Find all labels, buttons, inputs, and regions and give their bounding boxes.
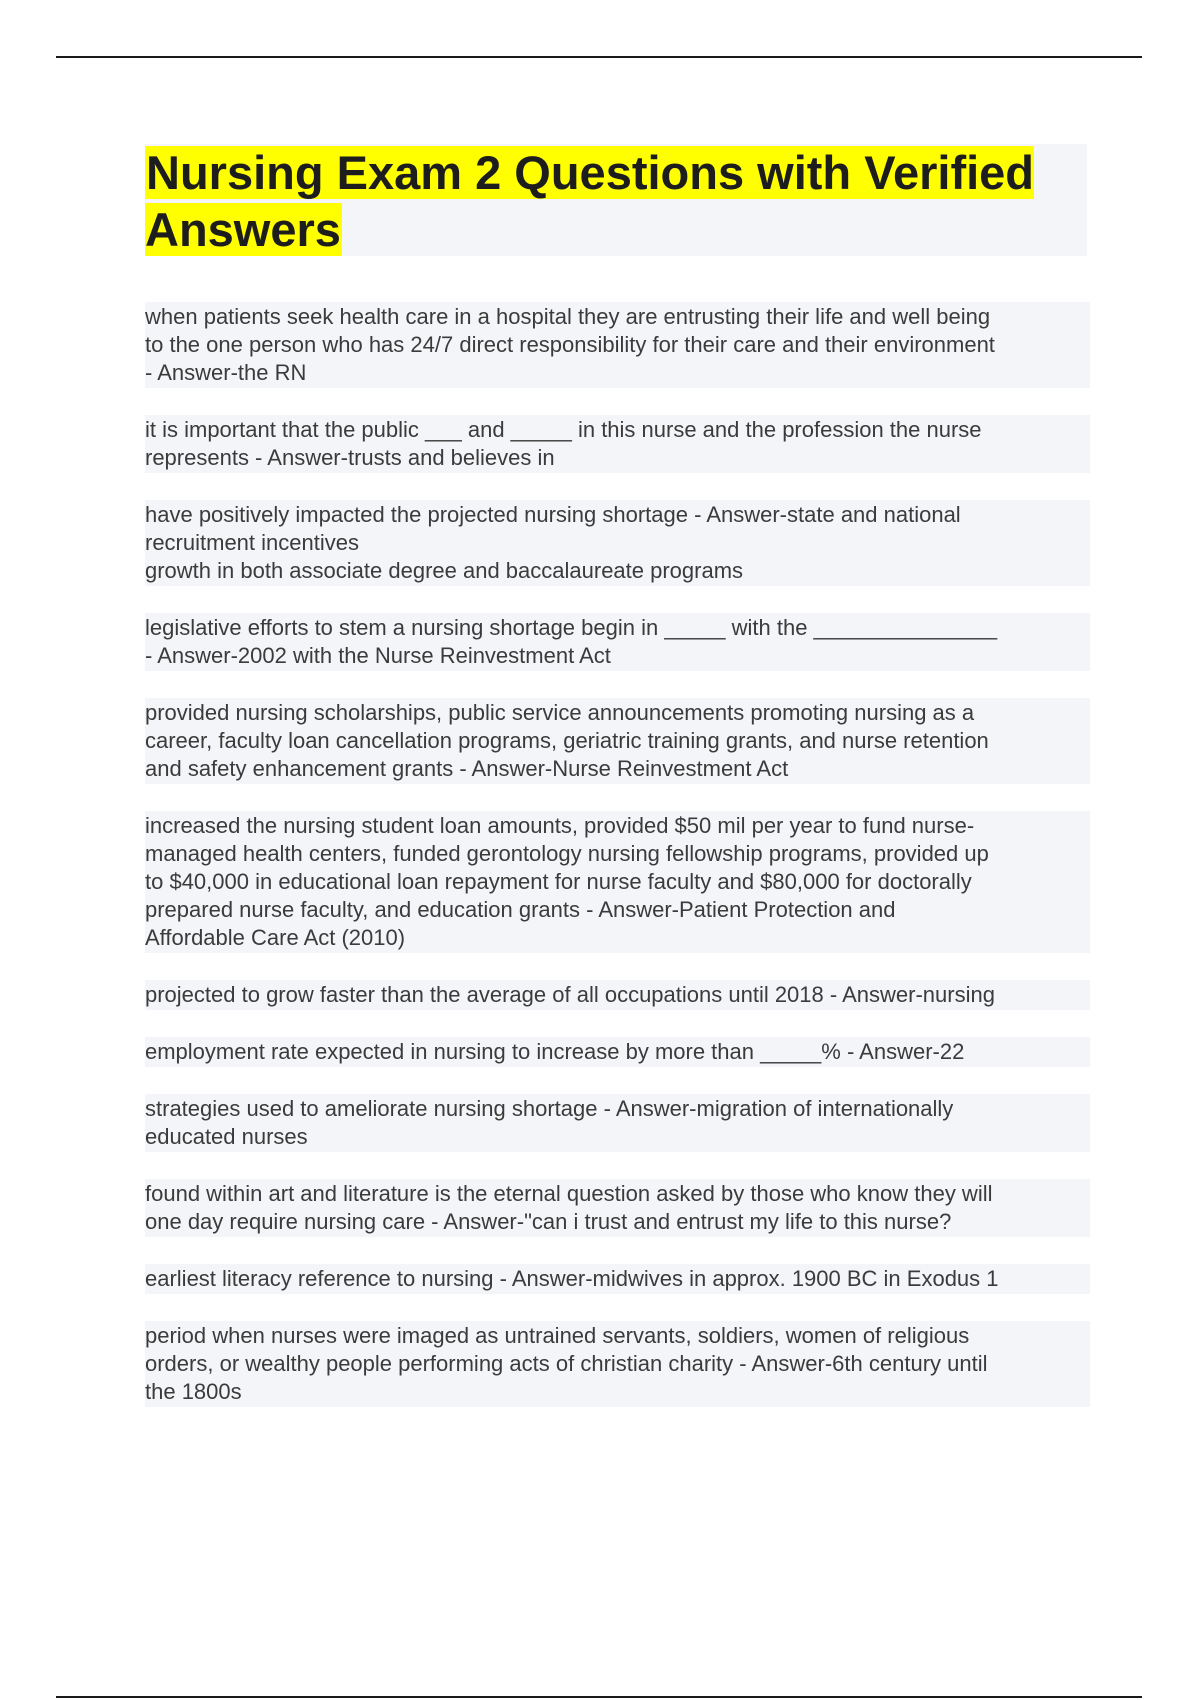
qa-line: recruitment incentives	[145, 530, 359, 555]
qa-line: and safety enhancement grants - Answer-Nurse Reinvestment Act	[145, 756, 789, 781]
qa-line: found within art and literature is the eternal question asked by those who know they will	[145, 1181, 993, 1206]
qa-line: career, faculty loan cancellation programs, geriatric training grants, and nurse retention	[145, 728, 989, 753]
qa-line: earliest literacy reference to nursing - Answer-midwives in approx. 1900 BC in Exodus 1	[145, 1266, 999, 1291]
qa-line: provided nursing scholarships, public service announcements promoting nursing as a	[145, 700, 975, 725]
qa-item	[145, 1179, 1090, 1237]
qa-line: legislative efforts to stem a nursing shortage begin in _____ with the _______________	[145, 615, 998, 640]
qa-line: to the one person who has 24/7 direct responsibility for their care and their environment	[145, 332, 995, 357]
question-answer-list	[145, 302, 1090, 1434]
qa-line: orders, or wealthy people performing acts of christian charity - Answer-6th century until	[145, 1351, 988, 1376]
qa-item	[145, 1321, 1090, 1407]
qa-item	[145, 415, 1090, 473]
qa-item	[145, 302, 1090, 388]
footer-rule	[56, 1696, 1142, 1698]
document-title	[145, 144, 1087, 258]
qa-line: - Answer-the RN	[145, 360, 307, 385]
header-rule	[56, 56, 1142, 58]
qa-line: managed health centers, funded gerontology nursing fellowship programs, provided up	[145, 841, 989, 866]
qa-item	[145, 1094, 1090, 1152]
qa-line: strategies used to ameliorate nursing shortage - Answer-migration of internationally	[145, 1096, 954, 1121]
qa-line: the 1800s	[145, 1379, 242, 1404]
qa-line: educated nurses	[145, 1124, 308, 1149]
qa-line: employment rate expected in nursing to increase by more than _____% - Answer-22	[145, 1039, 965, 1064]
qa-line: projected to grow faster than the average of all occupations until 2018 - Answer-nursing	[145, 982, 995, 1007]
qa-item	[145, 613, 1090, 671]
title-block	[145, 144, 1087, 256]
qa-item	[145, 1037, 1090, 1067]
qa-item	[145, 500, 1090, 586]
qa-item	[145, 698, 1090, 784]
qa-line: increased the nursing student loan amounts, provided $50 mil per year to fund nurse-	[145, 813, 975, 838]
qa-line: represents - Answer-trusts and believes in	[145, 445, 555, 470]
qa-line: growth in both associate degree and baccalaureate programs	[145, 558, 744, 583]
qa-item	[145, 811, 1090, 953]
qa-item	[145, 980, 1090, 1010]
qa-line: it is important that the public ___ and _____ in this nurse and the profession the nurse	[145, 417, 982, 442]
qa-line: to $40,000 in educational loan repayment for nurse faculty and $80,000 for doctorally	[145, 869, 972, 894]
qa-line: Affordable Care Act (2010)	[145, 925, 406, 950]
qa-line: - Answer-2002 with the Nurse Reinvestment Act	[145, 643, 611, 668]
qa-line: one day require nursing care - Answer-"can i trust and entrust my life to this nurse?	[145, 1209, 952, 1234]
qa-line: prepared nurse faculty, and education grants - Answer-Patient Protection and	[145, 897, 896, 922]
qa-line: period when nurses were imaged as untrained servants, soldiers, women of religious	[145, 1323, 970, 1348]
title-highlight: Nursing Exam 2 Questions with Verified Answers	[145, 146, 1034, 256]
qa-line: when patients seek health care in a hospital they are entrusting their life and well being	[145, 304, 991, 329]
qa-item	[145, 1264, 1090, 1294]
qa-line: have positively impacted the projected nursing shortage - Answer-state and national	[145, 502, 961, 527]
